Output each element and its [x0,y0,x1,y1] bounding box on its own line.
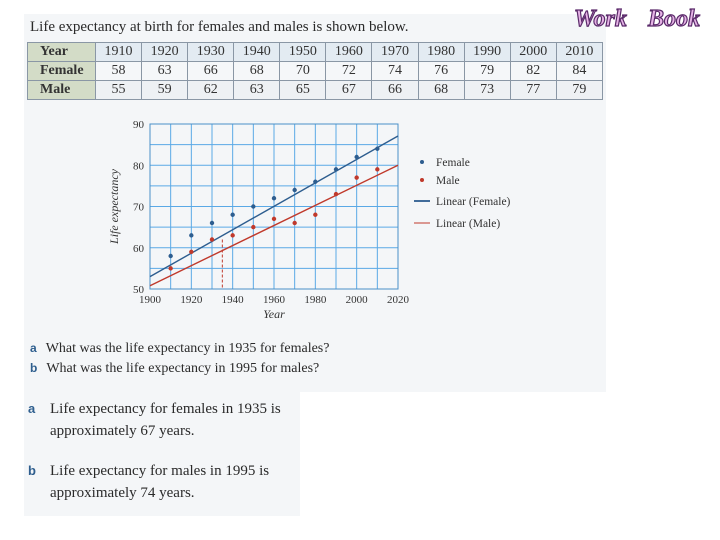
y-axis-label: Life expectancy [107,169,121,244]
legend-marker [420,178,424,182]
female-cell: 84 [556,62,602,81]
female-cell: 70 [280,62,326,81]
male-data-point [313,213,317,217]
y-tick-label: 90 [133,119,144,131]
x-tick-label: 1900 [139,294,161,306]
legend-label: Linear (Female) [436,196,511,208]
legend-marker [420,160,424,164]
female-data-point [210,221,214,225]
question-a-text: What was the life expectancy in 1935 for females? [45,341,330,356]
x-tick-label: 1980 [304,294,327,306]
question-a [30,341,329,357]
x-tick-label: 1940 [221,294,244,306]
male-data-point [210,237,214,241]
answer-a-label: a [28,401,36,416]
intro-text: Life expectancy at birth for females and males is shown below. [30,19,409,35]
answer-b [28,460,270,504]
table-row-female [28,62,603,81]
male-cell: 79 [556,81,602,100]
male-data-point [292,221,296,225]
female-cell: 63 [142,62,188,81]
y-tick-label: 60 [133,242,144,255]
year-cell: 1980 [418,43,464,62]
male-cell: 55 [96,81,142,100]
row-header-female: Female [28,62,96,81]
male-cell: 67 [326,81,372,100]
female-data-point [189,233,193,237]
female-cell: 79 [464,62,510,81]
answer-b-label: b [28,463,36,478]
male-data-point [251,225,255,229]
answer-b-line1: Life expectancy for males in 1995 is [50,463,270,479]
table-row-male [28,81,603,100]
male-cell: 63 [234,81,280,100]
male-cell: 59 [142,81,188,100]
male-cell: 66 [372,81,418,100]
table-row-year [28,43,603,62]
female-data-point [272,196,276,200]
life-expectancy-table [27,42,603,100]
male-data-point [189,250,193,254]
answer-a-line2: approximately 67 years. [50,423,195,439]
male-data-point [354,175,358,179]
female-cell: 82 [510,62,556,81]
female-data-point [168,254,172,258]
question-b [30,361,319,377]
male-data-point [230,233,234,237]
male-cell: 73 [464,81,510,100]
answer-a [28,398,281,442]
year-cell: 1950 [280,43,326,62]
x-tick-label: 1960 [263,294,285,306]
svg-text:Work: Work [574,6,627,32]
male-data-point [272,217,276,221]
x-axis-label: Year [263,307,285,321]
female-cell: 58 [96,62,142,81]
year-cell: 1960 [326,43,372,62]
answer-a-line1: Life expectancy for females in 1935 is [50,401,281,417]
male-data-point [334,192,338,196]
year-cell: 1920 [142,43,188,62]
answer-b-line2: approximately 74 years. [50,485,195,501]
y-tick-label: 70 [133,201,144,214]
legend-label: Male [436,175,460,187]
male-cell: 68 [418,81,464,100]
female-cell: 72 [326,62,372,81]
female-data-point [230,213,234,217]
male-data-point [168,266,172,270]
year-cell: 2000 [510,43,556,62]
life-expectancy-chart [104,112,524,328]
female-data-point [251,204,255,208]
year-cell: 1990 [464,43,510,62]
x-tick-label: 2020 [387,294,409,306]
legend-label: Female [436,157,470,169]
x-tick-label: 1920 [180,294,203,306]
female-cell: 68 [234,62,280,81]
year-cell: 1930 [188,43,234,62]
question-b-text: What was the life expectancy in 1995 for males? [46,361,320,376]
year-cell: 1970 [372,43,418,62]
female-cell: 66 [188,62,234,81]
year-cell: 2010 [556,43,602,62]
work-book-logo [572,4,712,32]
year-cell: 1910 [96,43,142,62]
female-data-point [375,147,379,151]
male-cell: 77 [510,81,556,100]
x-tick-label: 2000 [345,294,368,306]
male-cell: 65 [280,81,326,100]
year-cell: 1940 [234,43,280,62]
female-data-point [313,180,317,184]
row-header-male: Male [28,81,96,100]
row-header-year: Year [28,43,96,62]
female-data-point [354,155,358,159]
question-a-label: a [30,341,37,355]
question-b-label: b [30,361,38,375]
female-data-point [334,167,338,171]
female-cell: 76 [418,62,464,81]
female-data-point [292,188,296,192]
male-data-point [375,167,379,171]
svg-text:Book: Book [648,6,701,32]
legend-label: Linear (Male) [436,218,501,230]
y-tick-label: 80 [133,160,144,173]
female-cell: 74 [372,62,418,81]
y-tick-label: 50 [133,284,144,296]
male-cell: 62 [188,81,234,100]
